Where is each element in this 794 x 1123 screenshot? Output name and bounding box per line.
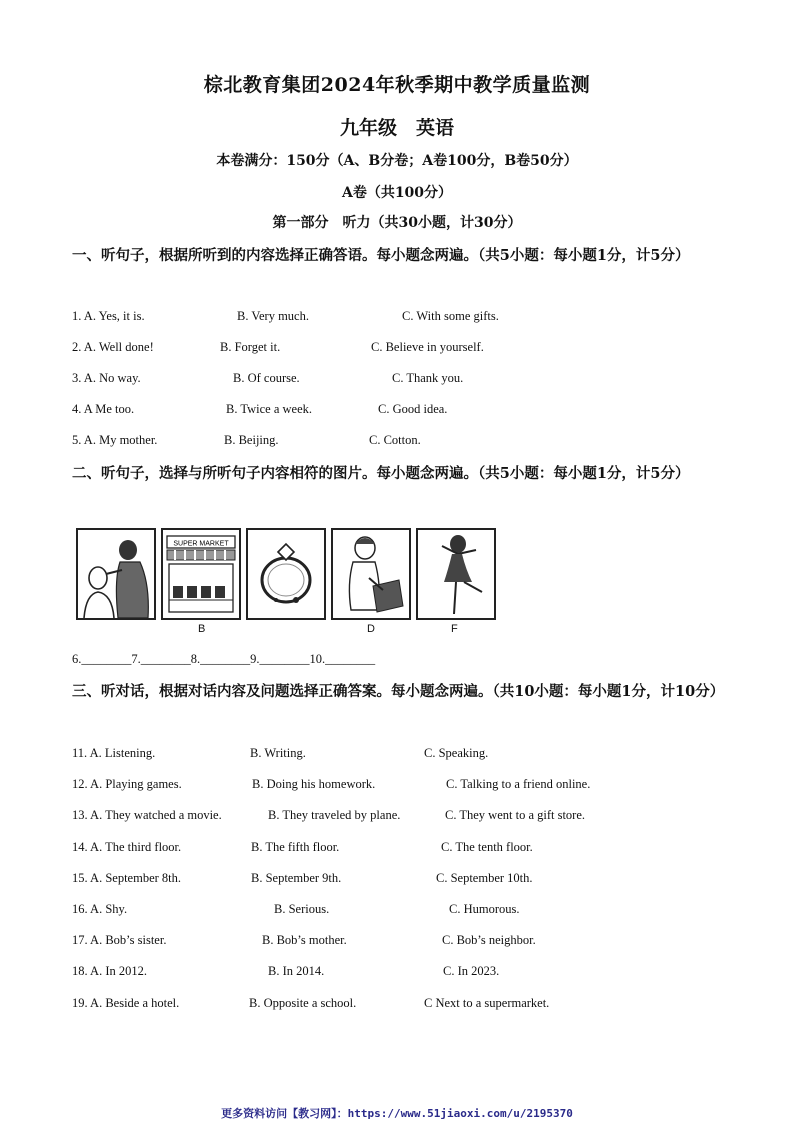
picture-label: B	[198, 623, 206, 635]
picture-options	[76, 528, 496, 640]
part-one-heading: 第一部分 听力（共30小题，计30分）	[272, 215, 522, 231]
option-a: 18. A. In 2012.	[72, 964, 147, 978]
option-b: B. Serious.	[274, 902, 330, 916]
option-c: C. Cotton.	[369, 433, 421, 447]
option-c: C. Talking to a friend online.	[446, 777, 591, 791]
drawing-illustration	[333, 530, 409, 618]
picture-supermarket	[161, 528, 241, 620]
section1-heading: 一、听句子，根据所听到的内容选择正确答语。每小题念两遍。（共5小题：每小题1分，计5分）	[72, 247, 690, 264]
picture-label: D	[367, 623, 375, 635]
option-b: B. They traveled by plane.	[268, 808, 401, 822]
section3-heading: 三、听对话，根据对话内容及问题选择正确答案。每小题念两遍。（共10小题：每小题1分，计10分）	[72, 683, 725, 700]
picture-dancing	[416, 528, 496, 620]
option-c: C. September 10th.	[436, 871, 533, 885]
option-c: C. Humorous.	[449, 902, 520, 916]
option-a: 11. A. Listening.	[72, 746, 156, 760]
option-a: 12. A. Playing games.	[72, 777, 182, 791]
part-a-heading: A卷（共100分）	[341, 185, 453, 201]
option-a: 1. A. Yes, it is.	[72, 309, 145, 323]
option-b: B. September 9th.	[251, 871, 342, 885]
option-a: 17. A. Bob’s sister.	[72, 933, 167, 947]
option-c: C. With some gifts.	[402, 309, 499, 323]
section2-heading: 二、听句子，选择与所听句子内容相符的图片。每小题念两遍。（共5小题：每小题1分，计5分）	[72, 465, 690, 482]
option-b: B. Of course.	[233, 371, 300, 385]
option-a: 2. A. Well done!	[72, 340, 154, 354]
option-b: B. Twice a week.	[226, 402, 313, 416]
option-a: 14. A. The third floor.	[72, 840, 182, 854]
picture-label: F	[451, 623, 458, 635]
supermarket-illustration	[163, 530, 239, 618]
option-b: B. Bob’s mother.	[262, 933, 347, 947]
exam-subtitle: 九年级 英语	[339, 117, 454, 139]
option-c: C. They went to a gift store.	[445, 808, 586, 822]
ring-illustration	[248, 530, 324, 618]
picture-haircut	[76, 528, 156, 620]
picture-drawing	[331, 528, 411, 620]
option-a: 3. A. No way.	[72, 371, 141, 385]
option-b: B. The fifth floor.	[251, 840, 340, 854]
option-c: C. Bob’s neighbor.	[442, 933, 536, 947]
option-b: B. In 2014.	[268, 964, 325, 978]
option-b: B. Very much.	[237, 309, 309, 323]
option-b: B. Forget it.	[220, 340, 281, 354]
answer-blanks: 6.________7.________8.________9.________10.________	[72, 652, 376, 666]
picture-ring	[246, 528, 326, 620]
option-c: C. Speaking.	[424, 746, 489, 760]
option-c: C Next to a supermarket.	[424, 996, 550, 1010]
option-c: C. Thank you.	[392, 371, 464, 385]
option-a: 4. A Me too.	[72, 402, 135, 416]
footer-link[interactable]: 更多资料访问【教习网】：https://www.51jiaoxi.com/u/2195370	[221, 1107, 573, 1120]
haircut-illustration	[78, 530, 154, 618]
option-a: 15. A. September 8th.	[72, 871, 182, 885]
option-c: C. Good idea.	[378, 402, 448, 416]
option-b: B. Doing his homework.	[252, 777, 376, 791]
option-a: 19. A. Beside a hotel.	[72, 996, 180, 1010]
supermarket-sign: SUPER MARKET	[173, 540, 229, 548]
exam-title: 棕北教育集团2024年秋季期中教学质量监测	[203, 74, 591, 96]
score-note: 本卷满分：150分（A、B分卷；A卷100分，B卷50分）	[216, 153, 578, 169]
option-a: 5. A. My mother.	[72, 433, 158, 447]
option-b: B. Beijing.	[224, 433, 279, 447]
option-b: B. Writing.	[250, 746, 306, 760]
option-c: C. The tenth floor.	[441, 840, 533, 854]
option-c: C. In 2023.	[443, 964, 500, 978]
option-a: 16. A. Shy.	[72, 902, 128, 916]
option-c: C. Believe in yourself.	[371, 340, 484, 354]
dancing-illustration	[418, 530, 494, 618]
option-a: 13. A. They watched a movie.	[72, 808, 222, 822]
option-b: B. Opposite a school.	[249, 996, 357, 1010]
